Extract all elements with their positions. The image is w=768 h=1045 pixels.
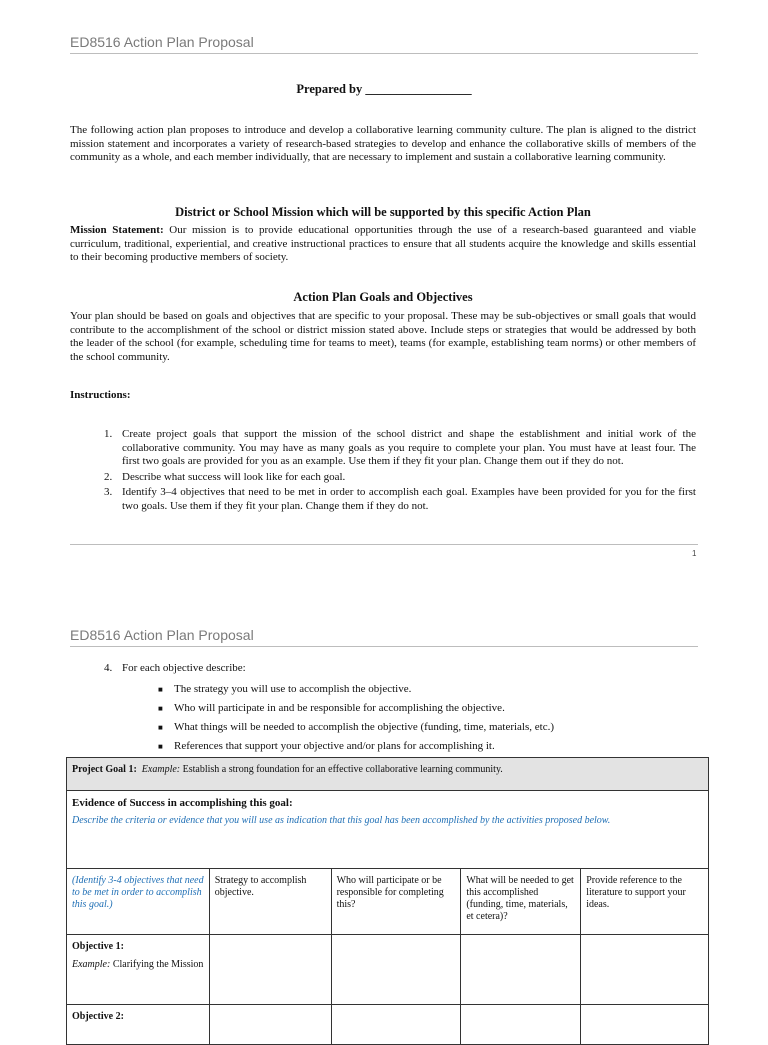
table-header-row xyxy=(67,869,709,935)
item4 xyxy=(104,662,696,678)
mission-label: Mission Statement: xyxy=(70,224,164,236)
page-number: 1 xyxy=(692,549,697,558)
objective-1-label: Objective 1: xyxy=(72,941,124,952)
strategy-cell[interactable] xyxy=(209,1005,331,1045)
header-title: ED8516 Action Plan Proposal xyxy=(70,34,254,50)
table-row xyxy=(67,758,709,791)
objective-1-text: Clarifying the Mission xyxy=(110,959,204,970)
column-header-needs: What will be needed to get this accomplished (funding, time, materials, et cetera)? xyxy=(461,869,581,935)
prepared-by: Prepared by _________________ xyxy=(296,82,472,96)
mission-text: Our mission is to provide educational opportunities through the use of a research-based guaranteed and viable curriculum, traditional, experiential, and creative instructional practices to ensure that all students acquire the knowledge and skills essential to their becoming productive members of society. xyxy=(70,224,696,264)
bullet-text: What things will be needed to accomplish the objective (funding, time, materials, etc.) xyxy=(174,721,554,733)
table-row xyxy=(67,791,709,869)
bullet-text: The strategy you will use to accomplish the objective. xyxy=(174,683,412,695)
evidence-cell[interactable] xyxy=(67,791,709,869)
instructions-label: Instructions: xyxy=(70,389,131,401)
objective-2-cell xyxy=(67,1005,210,1045)
header-title: ED8516 Action Plan Proposal xyxy=(70,627,254,643)
goals-paragraph: Your plan should be based on goals and objectives that are specific to your proposal. These may be sub-objectives or small goals that would contribute to the accomplishment of the school or district mission stated above. Include steps or strategies that would be addressed by both the leader of the school (for example, scheduling time for teams to meet), teams (for example, establishing team norms) or other members of the school community. xyxy=(70,310,696,363)
intro-paragraph: The following action plan proposes to introduce and develop a collaborative learning community culture. The plan is aligned to the district mission statement and incorporates a variety of research-based strategies to develop and enhance the collaborative skills of members of the community as a whole, and each member individually, that are necessary to implement and sustain a collaborative learning community. xyxy=(70,124,696,164)
project-goal-cell xyxy=(67,758,709,791)
evidence-description: Describe the criteria or evidence that you will use as indication that this goal has been accomplished by the activities proposed below. xyxy=(72,815,611,826)
goal-table xyxy=(66,757,709,1045)
list-item-number: 3. xyxy=(104,486,113,499)
objective-2-label: Objective 2: xyxy=(72,1011,124,1022)
goals-title: Action Plan Goals and Objectives xyxy=(293,290,473,304)
who-cell[interactable] xyxy=(331,1005,461,1045)
bullet-item xyxy=(158,702,698,721)
bullet-icon: ■ xyxy=(158,685,163,694)
bullet-text: Who will participate in and be responsible for accomplishing the objective. xyxy=(174,702,505,714)
bullet-icon: ■ xyxy=(158,723,163,732)
table-row xyxy=(67,935,709,1005)
goal-example-label: Example: xyxy=(141,764,181,775)
list-item xyxy=(104,471,696,485)
column-header-objectives: (Identify 3-4 objectives that need to be met in order to accomplish this goal.) xyxy=(67,869,210,935)
list-item-text: Identify 3–4 objectives that need to be met in order to accomplish each goal. Examples have been provided for you for the first two goals. Use them if they fit your plan. Change them if they do not. xyxy=(122,486,696,512)
bullet-list xyxy=(158,683,698,759)
bullet-item xyxy=(158,721,698,740)
table-row xyxy=(67,1005,709,1045)
reference-cell[interactable] xyxy=(581,935,709,1005)
list-item-number: 4. xyxy=(104,662,113,674)
list-item-text: Describe what success will look like for each goal. xyxy=(122,470,346,483)
needs-cell[interactable] xyxy=(461,1005,581,1045)
needs-cell[interactable] xyxy=(461,935,581,1005)
objective-1-example-label: Example: xyxy=(72,959,111,970)
column-header-who: Who will participate or be responsible for completing this? xyxy=(331,869,461,935)
list-item-number: 1. xyxy=(104,428,113,440)
bullet-icon: ■ xyxy=(158,742,163,751)
footer-divider xyxy=(70,544,698,545)
bullet-item xyxy=(158,683,698,702)
objective-1-cell xyxy=(67,935,210,1005)
goal-label: Project Goal 1: xyxy=(72,764,137,775)
reference-cell[interactable] xyxy=(581,1005,709,1045)
goal-text: Establish a strong foundation for an effective collaborative learning community. xyxy=(180,764,503,775)
column-header-strategy: Strategy to accomplish objective. xyxy=(209,869,331,935)
evidence-title: Evidence of Success in accomplishing this goal: xyxy=(72,797,293,809)
page-header xyxy=(70,627,698,647)
bullet-text: References that support your objective and/or plans for accomplishing it. xyxy=(174,740,495,752)
who-cell[interactable] xyxy=(331,935,461,1005)
list-item-text: Create project goals that support the mission of the school district and shape the establishment and initial work of the collaborative community. You may have as many goals as you require to complete your plan. You must have at least four. The first two goals are provided for you as an example. Use them if they fit your plan. Change them out if they do not. xyxy=(122,428,696,468)
page-header xyxy=(70,34,698,54)
mission-title: District or School Mission which will be supported by this specific Action Plan xyxy=(175,205,591,219)
instructions-list xyxy=(104,428,696,516)
strategy-cell[interactable] xyxy=(209,935,331,1005)
list-item-number: 2. xyxy=(104,470,113,483)
bullet-icon: ■ xyxy=(158,704,163,713)
list-item xyxy=(104,428,696,469)
column-header-reference: Provide reference to the literature to support your ideas. xyxy=(581,869,709,935)
list-item-text: For each objective describe: xyxy=(122,662,246,674)
list-item xyxy=(104,662,696,676)
list-item xyxy=(104,486,696,513)
mission-statement xyxy=(70,224,696,265)
